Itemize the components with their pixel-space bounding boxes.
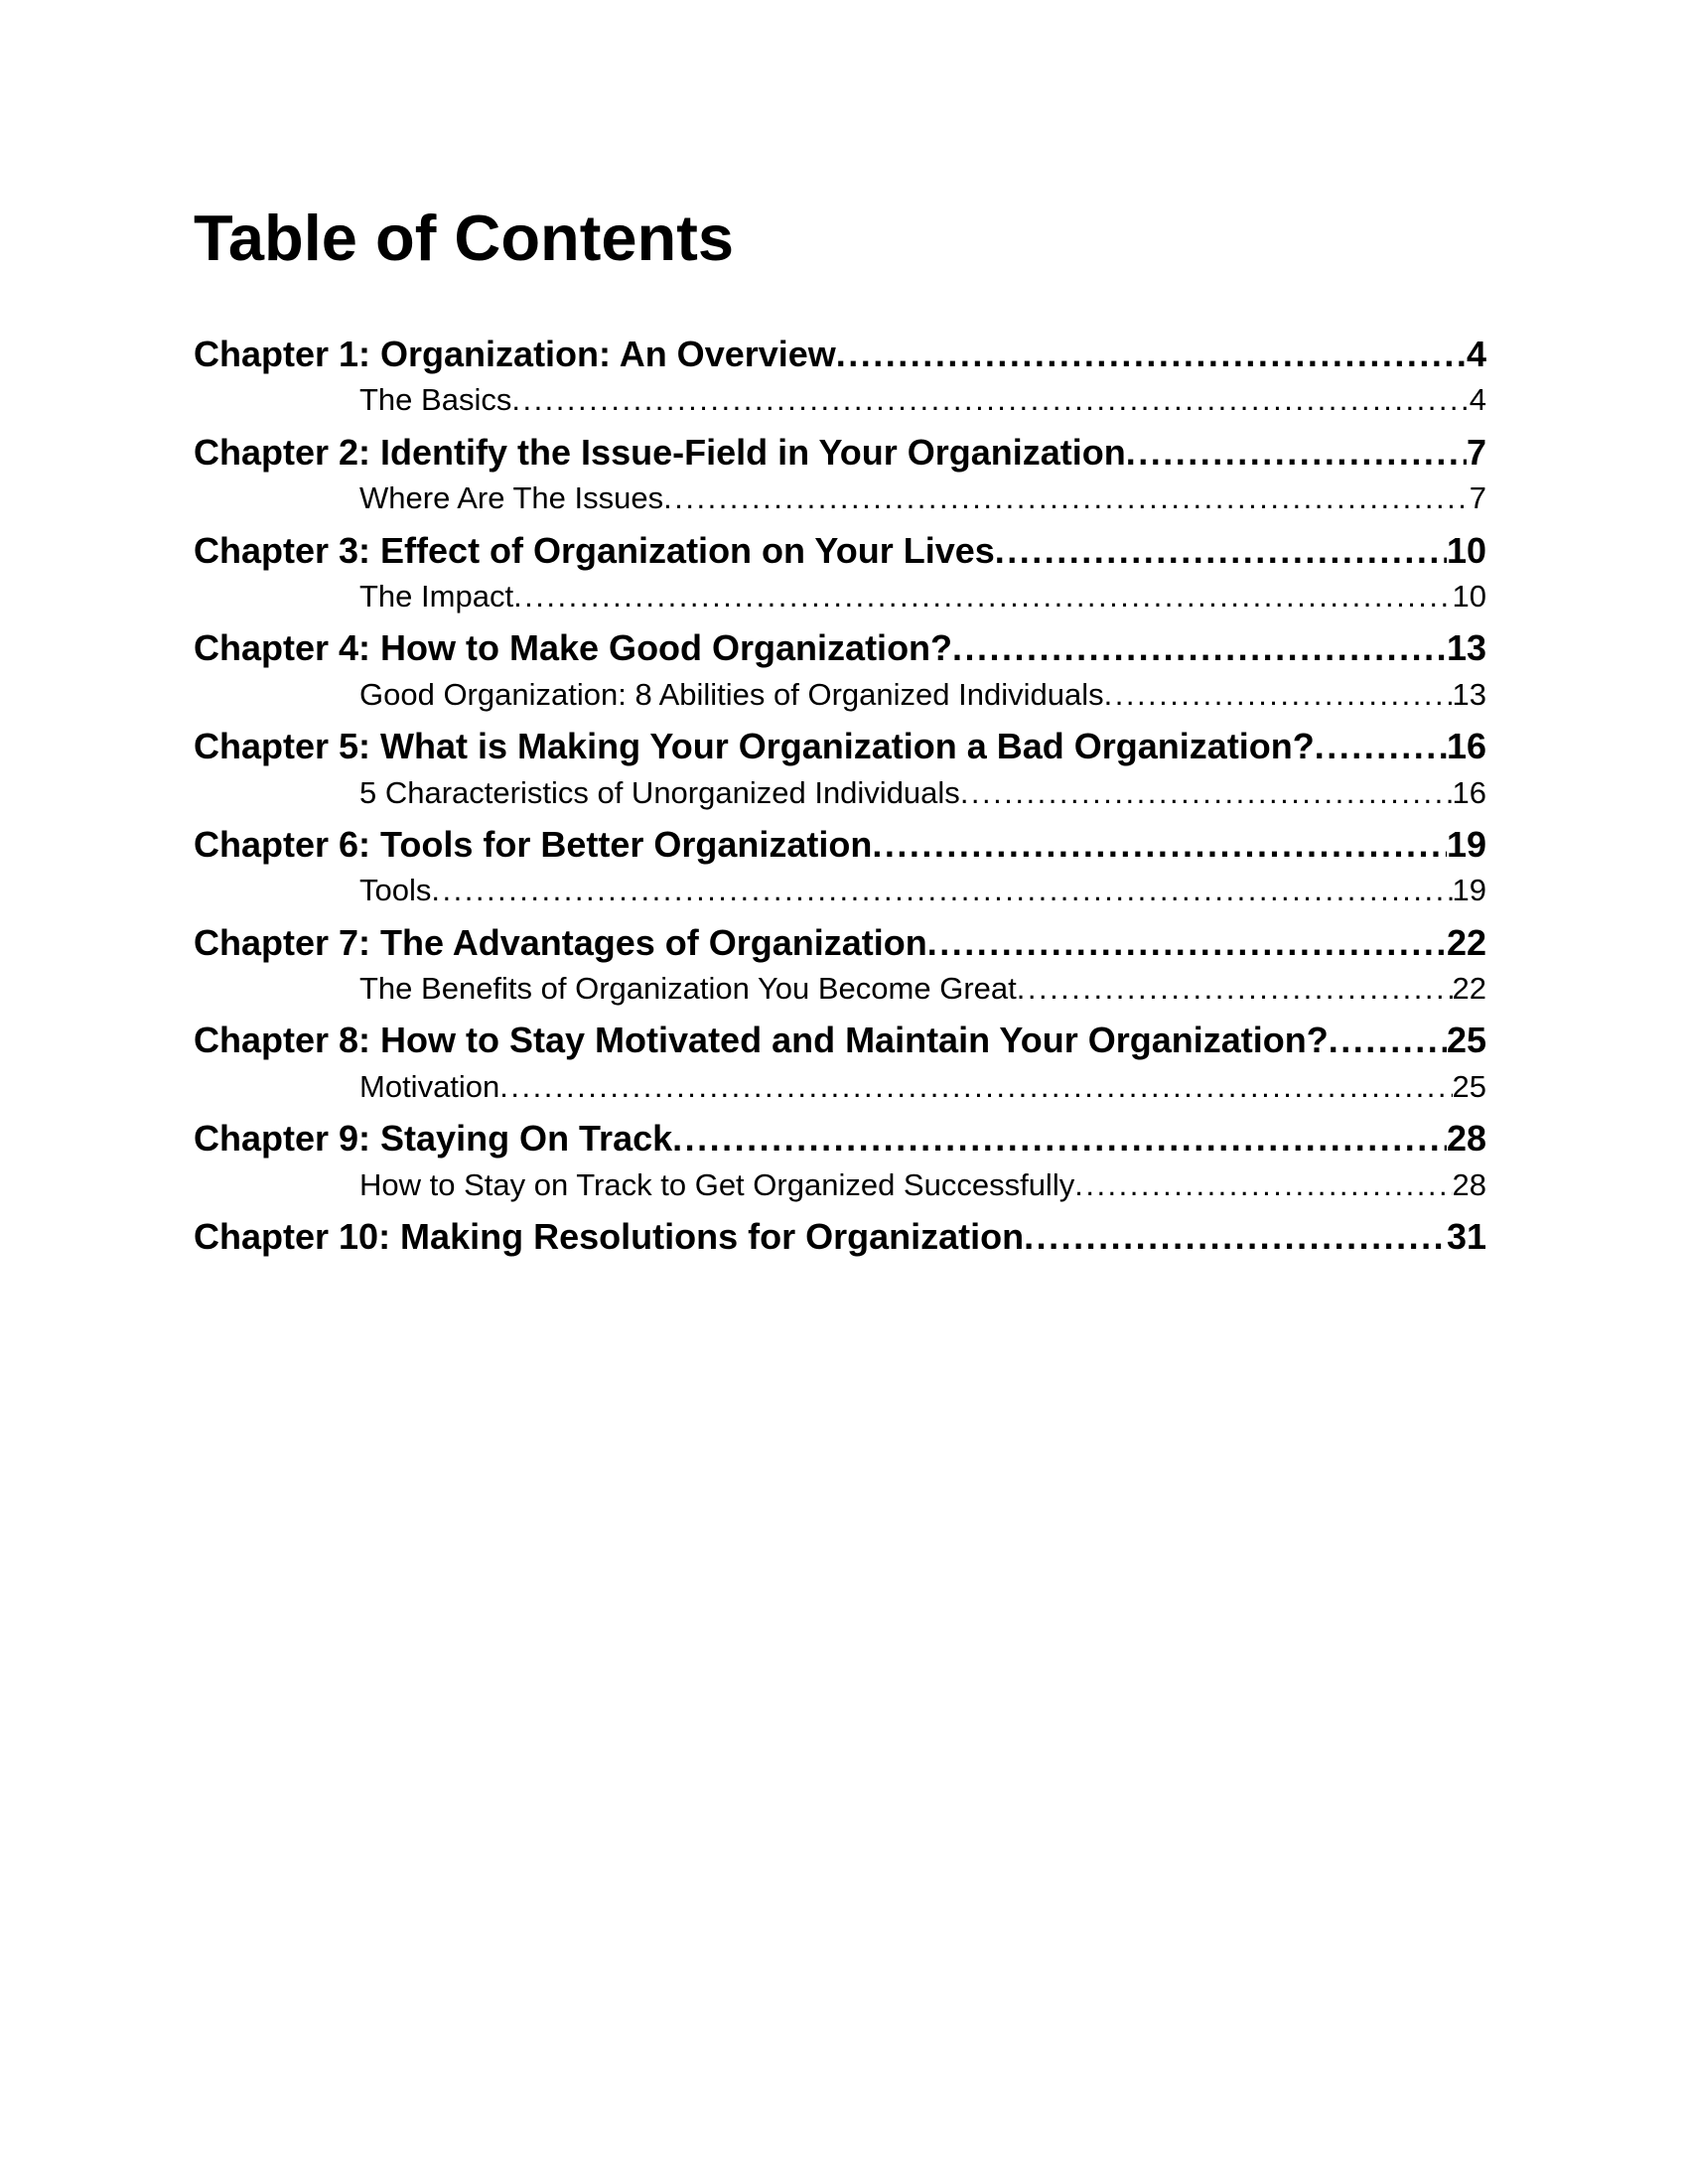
toc-entry-row <box>194 1167 1486 1216</box>
toc-entry-row <box>194 480 1486 529</box>
toc-entry-label: Chapter 5: What is Making Your Organization a Bad Organization? <box>194 726 1315 767</box>
dot-leader <box>513 579 1452 614</box>
dot-leader <box>663 480 1470 516</box>
toc-entry-page-number: 25 <box>1446 1020 1486 1061</box>
toc-entry-label: Chapter 4: How to Make Good Organization? <box>194 627 953 669</box>
toc-entry-row <box>194 971 1486 1020</box>
dot-leader <box>499 1069 1452 1105</box>
table-of-contents <box>194 334 1486 1265</box>
toc-entry-row <box>194 627 1486 676</box>
toc-entry-label: The Benefits of Organization You Become Great <box>359 971 1017 1007</box>
page-title: Table of Contents <box>194 202 735 274</box>
toc-entry-row <box>194 1020 1486 1068</box>
toc-entry-row <box>194 1069 1486 1118</box>
toc-entry-row <box>194 1216 1486 1265</box>
toc-entry-label: Chapter 6: Tools for Better Organization <box>194 823 873 865</box>
toc-entry-page-number: 31 <box>1446 1216 1486 1258</box>
toc-entry-page-number: 19 <box>1446 823 1486 865</box>
toc-entry-page-number: 10 <box>1446 529 1486 571</box>
toc-entry-row <box>194 775 1486 824</box>
toc-entry-page-number: 13 <box>1452 676 1486 712</box>
toc-entry-row <box>194 382 1486 431</box>
dot-leader <box>431 873 1452 908</box>
dot-leader <box>836 334 1467 375</box>
toc-entry-label: The Impact <box>359 578 514 614</box>
toc-entry-row <box>194 922 1486 971</box>
toc-entry-row <box>194 873 1486 921</box>
toc-entry-page-number: 28 <box>1452 1166 1486 1202</box>
toc-entry-page-number: 22 <box>1452 971 1486 1007</box>
dot-leader <box>952 627 1447 669</box>
toc-entry-page-number: 19 <box>1452 873 1486 908</box>
toc-entry-row <box>194 1118 1486 1166</box>
toc-entry-row <box>194 432 1486 480</box>
toc-entry-label: Where Are The Issues <box>359 480 664 516</box>
dot-leader <box>672 1118 1447 1160</box>
toc-entry-page-number: 22 <box>1446 921 1486 963</box>
toc-entry-page-number: 16 <box>1446 726 1486 767</box>
dot-leader <box>960 775 1453 811</box>
dot-leader <box>995 530 1447 572</box>
dot-leader <box>927 922 1447 964</box>
toc-entry-label: Chapter 1: Organization: An Overview <box>194 334 836 374</box>
dot-leader <box>1329 1020 1447 1061</box>
dot-leader <box>1126 432 1467 474</box>
toc-entry-label: Chapter 9: Staying On Track <box>194 1118 673 1160</box>
toc-entry-label: Tools <box>359 873 432 908</box>
dot-leader <box>1024 1216 1447 1258</box>
toc-entry-label: Chapter 10: Making Resolutions for Organization <box>194 1216 1025 1258</box>
dot-leader <box>1315 726 1447 767</box>
toc-entry-label: How to Stay on Track to Get Organized Successfully <box>359 1166 1075 1202</box>
toc-entry-row <box>194 677 1486 726</box>
toc-entry-label: The Basics <box>359 382 512 418</box>
toc-entry-page-number: 28 <box>1446 1118 1486 1160</box>
toc-entry-label: Good Organization: 8 Abilities of Organized Individuals <box>359 676 1104 712</box>
toc-entry-page-number: 4 <box>1466 334 1486 374</box>
toc-entry-row <box>194 334 1486 382</box>
dot-leader <box>511 382 1469 418</box>
dot-leader <box>1017 971 1453 1007</box>
toc-entry-label: Chapter 8: How to Stay Motivated and Maintain Your Organization? <box>194 1020 1329 1061</box>
toc-entry-row <box>194 824 1486 873</box>
toc-entry-page-number: 7 <box>1466 431 1486 473</box>
dot-leader <box>1104 677 1453 713</box>
toc-entry-label: Chapter 2: Identify the Issue-Field in Your Organization <box>194 431 1126 473</box>
toc-entry-page-number: 10 <box>1452 578 1486 614</box>
toc-entry-page-number: 25 <box>1452 1068 1486 1104</box>
dot-leader <box>1074 1167 1452 1203</box>
toc-entry-label: Chapter 7: The Advantages of Organization <box>194 921 927 963</box>
toc-entry-page-number: 4 <box>1469 382 1486 418</box>
toc-entry-row <box>194 579 1486 627</box>
toc-entry-label: 5 Characteristics of Unorganized Individuals <box>359 774 960 810</box>
toc-entry-label: Chapter 3: Effect of Organization on Your Lives <box>194 529 995 571</box>
toc-entry-label: Motivation <box>359 1068 500 1104</box>
toc-entry-page-number: 16 <box>1452 774 1486 810</box>
toc-entry-page-number: 13 <box>1446 627 1486 669</box>
toc-entry-row <box>194 530 1486 579</box>
dot-leader <box>872 824 1447 866</box>
toc-entry-page-number: 7 <box>1469 480 1486 516</box>
toc-entry-row <box>194 726 1486 774</box>
